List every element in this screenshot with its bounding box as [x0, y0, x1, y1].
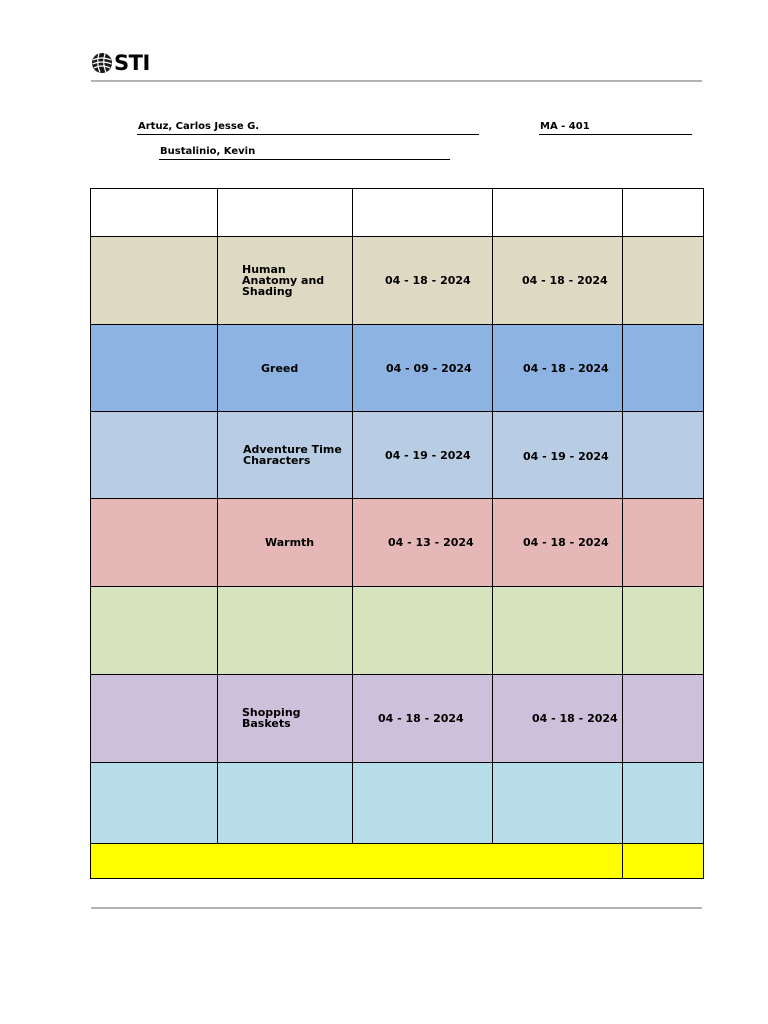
row-end-date: 04 - 18 - 2024 [523, 536, 609, 549]
row-title: Adventure Time Characters [243, 443, 342, 467]
header-cell [91, 189, 218, 237]
total-label-cell [91, 844, 623, 879]
table-row [91, 325, 704, 412]
student-name-field-2 [159, 146, 450, 160]
section-field [539, 121, 692, 135]
sti-logo [91, 50, 150, 76]
row-title: Shopping Baskets [242, 705, 301, 730]
sti-globe-icon [91, 52, 113, 74]
row-end-date: 04 - 18 - 2024 [523, 361, 609, 375]
student-name-2: Bustalinio, Kevin [160, 146, 256, 157]
header-divider [91, 80, 702, 82]
row-start-date: 04 - 13 - 2024 [388, 536, 474, 549]
row-end-date: 04 - 18 - 2024 [532, 712, 618, 725]
row-title: Greed [261, 361, 299, 375]
row-start-date: 04 - 18 - 2024 [385, 274, 471, 287]
header-cell [353, 189, 493, 237]
row-end-date: 04 - 18 - 2024 [522, 274, 608, 287]
total-value-cell [623, 844, 704, 879]
row-start-date: 04 - 09 - 2024 [386, 361, 472, 375]
row-start-date: 04 - 19 - 2024 [385, 448, 471, 462]
table-row [91, 587, 704, 675]
row-start-date: 04 - 18 - 2024 [378, 712, 464, 725]
section-value: MA - 401 [540, 121, 590, 132]
row-title: Warmth [265, 536, 315, 549]
table-row [91, 412, 704, 499]
table-row [91, 237, 704, 325]
total-row [91, 844, 704, 879]
row-title: Human Anatomy and Shading [242, 263, 325, 298]
schedule-table [90, 188, 704, 879]
logo-text: STI [114, 51, 150, 75]
header-cell [623, 189, 704, 237]
table-header-row [91, 189, 704, 237]
student-name-1: Artuz, Carlos Jesse G. [138, 121, 260, 132]
table-row [91, 675, 704, 763]
header-cell [493, 189, 623, 237]
table-row [91, 499, 704, 587]
header-cell [218, 189, 353, 237]
footer-divider [91, 907, 702, 909]
student-name-field-1 [137, 121, 479, 135]
table-row [91, 763, 704, 844]
row-end-date: 04 - 19 - 2024 [523, 449, 609, 463]
